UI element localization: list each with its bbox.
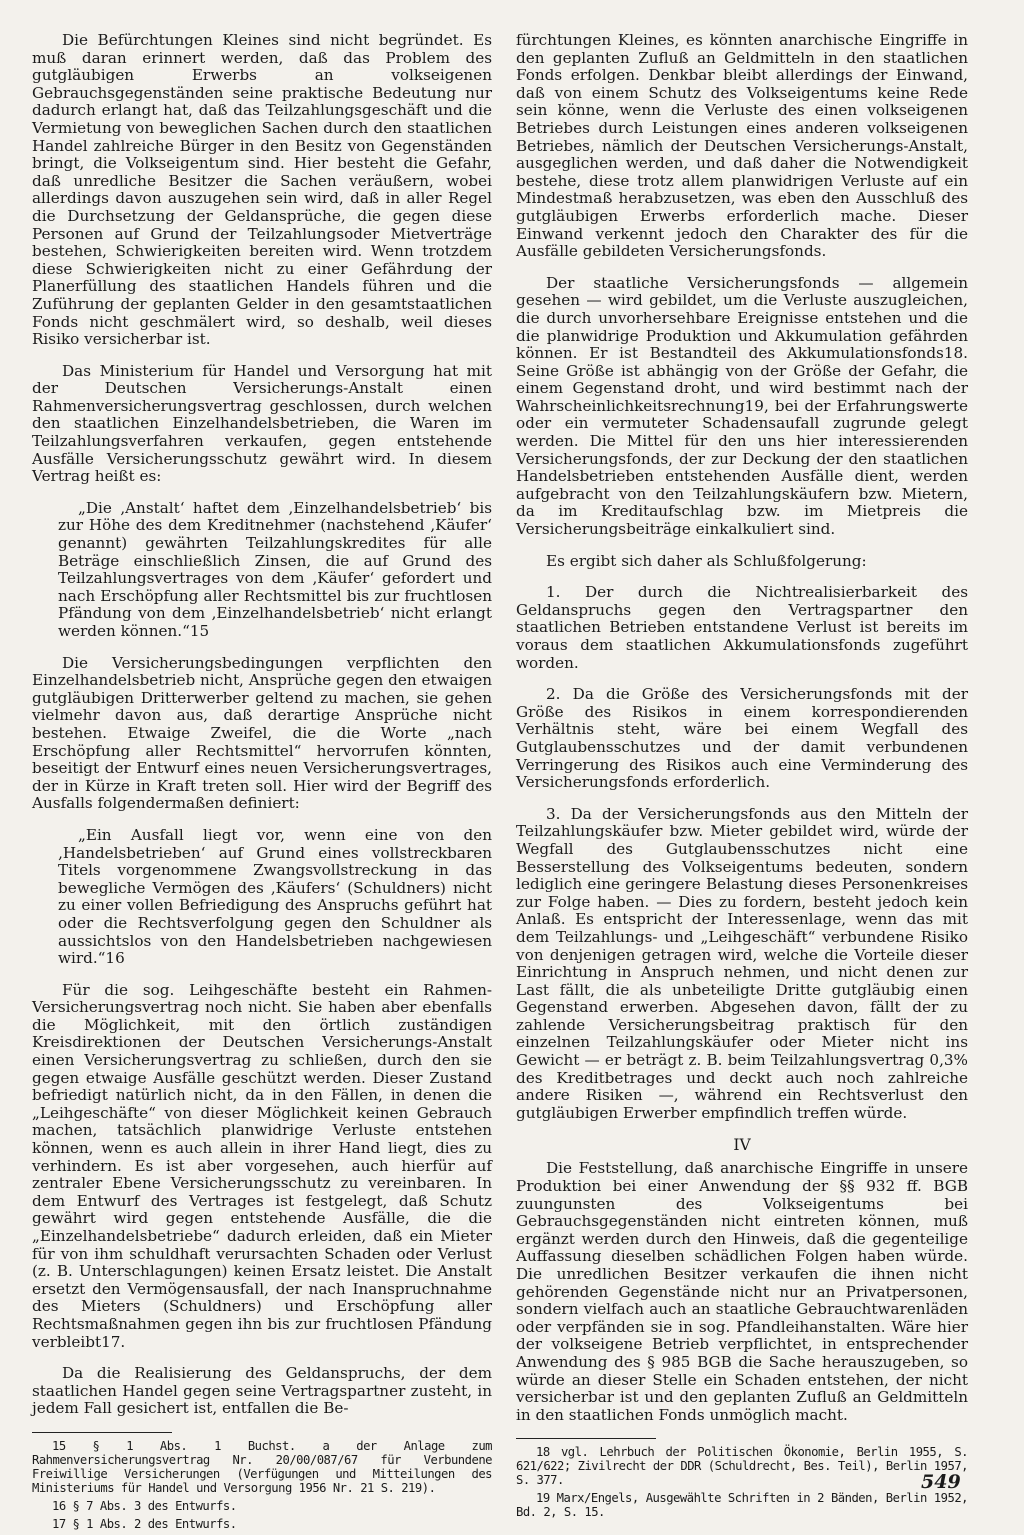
numbered-point: 1. Der durch die Nichtrealisierbarkeit des Geldanspruchs gegen den Vertragspartner den staatlichen Betrieben entstandene Verlust ist bereits im voraus dem staatlichen Akkumulationsfonds zugeführt worden. [516,583,968,672]
footnote: 17 § 1 Abs. 2 des Entwurfs. [52,1516,237,1531]
footnote: 16 § 7 Abs. 3 des Entwurfs. [52,1498,237,1513]
paragraph: Da die Realisierung des Geldanspruchs, der dem staatlichen Handel gegen seine Vertragspartner zusteht, in jedem Fall gesichert ist, entfallen die Be- [32,1364,492,1418]
left-column-body [32,32,492,1418]
footnote: 19 Marx/Engels, Ausgewählte Schriften in 2 Bänden, Berlin 1952, Bd. 2, S. 15. [516,1491,968,1520]
block-quote: „Die ‚Anstalt‘ haftet dem ‚Einzelhandelsbetrieb‘ bis zur Höhe des dem Kreditnehmer (nachstehend ‚Käufer‘ genannt) gewährten Teilzahlungskredites für alle Beträge einschließlich Zinsen, die auf Grund des Teilzahlungsvertrages von dem ‚Käufer‘ gefordert und nach Erschöpfung aller Rechtsmittel bis zur fruchtlosen Pfändung von dem ‚Einzelhandelsbetrieb‘ nicht erlangt werden können.“15 [58,498,492,640]
left-column [32,32,492,1535]
numbered-point: 3. Da der Versicherungsfonds aus den Mitteln der Teilzahlungskäufer bzw. Mieter gebildet wird, würde der Wegfall des Gutglaubensschutzes nicht eine Besserstellung des Volkseigentums bedeuten, sondern lediglich eine geringere Belastung dieses Personenkreises zur Folge haben. — Dies zu fordern, besteht jedoch kein Anlaß. Es entspricht der Interessenlage, wenn das mit dem Teilzahlungs- und „Leihgeschäft“ verbundene Risiko von denjenigen getragen wird, welche die Vorteile dieser Einrichtung in Anspruch nehmen, und nicht denen zur Last fällt, die als unbeteiligte Dritte gutgläubig einen Gegenstand erwerben. Abgesehen davon, fällt der zu zahlende Versicherungsbeitrag praktisch für den einzelnen Teilzahlungskäufer oder Mieter nicht ins Gewicht — er beträgt z. B. beim Teilzahlungsvertrag 0,3% des Kreditbetrages und deckt auch noch zahlreiche andere Risiken —, während ein Rechtsverlust den gutgläubigen Erwerber empfindlich treffen würde. [516,804,968,1122]
right-column [516,32,968,1523]
paragraph-continued: fürchtungen Kleines, es könnten anarchische Eingriffe in den geplanten Zufluß an Geldmitteln in den staatlichen Fonds erfolgen. Denkbar bleibt allerdings der Einwand, daß von einem Schutz des Volkseigentums keine Rede sein könne, wenn die Verluste des einen volkseigenen Betriebes durch Leistungen eines anderen volkseigenen Betriebes, nämlich der Deutschen Versicherungs-Anstalt, ausgeglichen werden, und daß daher die Notwendigkeit bestehe, diese trotz allem planwidrigen Verluste auf ein Mindestmaß herabzusetzen, was eben den Ausschluß des gutgläubigen Erwerbs erforderlich mache. Dieser Einwand verkennt jedoch den Charakter des für die Ausfälle gebildeten Versicherungsfonds. [516,31,968,261]
paragraph: Es ergibt sich daher als Schlußfolgerung: [546,551,867,570]
numbered-point: 2. Da die Größe des Versicherungsfonds mit der Größe des Risikos in einem korrespondierenden Verhältnis steht, wäre bei einem Wegfall des Gutglaubensschutzes und der damit verbundenen Verringerung des Risikos auch eine Verminderung des Versicherungsfonds erforderlich. [516,685,968,792]
right-footnotes [516,1445,968,1519]
left-footnotes [32,1439,492,1531]
page-number: 549 [921,1471,961,1493]
right-column-body [516,32,968,1424]
footnote-divider [516,1438,656,1439]
footnote: 15 § 1 Abs. 1 Buchst. a der Anlage zum Rahmenversicherungsvertrag Nr. 20/00/087/67 für Verbundene Freiwillige Versicherungen (Verfügungen und Mitteilungen des Ministeriums für Handel und Versorgung 1956 Nr. 21 S. 219). [32,1438,492,1495]
footnote-divider [32,1432,172,1433]
paragraph: Für die sog. Leihgeschäfte besteht ein Rahmen-Versicherungsvertrag noch nicht. Sie haben aber ebenfalls die Möglichkeit, mit den örtlich zuständigen Kreisdirektionen der Deutschen Versicherungs-Anstalt einen Versicherungsvertrag zu schließen, durch den sie gegen etwaige Ausfälle geschützt werden. Dieser Zustand befriedigt natürlich nicht, da in den Fällen, in denen die „Leihgeschäfte“ von dieser Möglichkeit keinen Gebrauch machen, tatsächlich planwidrige Verluste entstehen können, wenn es auch allein in ihrer Hand liegt, dies zu verhindern. Es ist aber vorgesehen, auch hierfür auf zentraler Ebene Versicherungsschutz zu vereinbaren. In dem Entwurf des Vertrages ist festgelegt, daß Schutz gewährt wird gegen entstehende Ausfälle, die die „Einzelhandelsbetriebe“ dadurch erleiden, daß ein Mieter für von ihm schuldhaft verursachten Schaden oder Verlust (z. B. Unterschlagungen) keinen Ersatz leistet. Die Anstalt ersetzt den Vermögensausfall, der nach Inanspruchnahme des Mieters (Schuldners) und Erschöpfung aller Rechtsmaßnahmen gegen ihn bis zur fruchtlosen Pfändung verbleibt17. [32,980,492,1351]
paragraph: Der staatliche Versicherungsfonds — allgemein gesehen — wird gebildet, um die Verluste auszugleichen, die durch unvorhersehbare Ereignisse entstehen und die die planwidrige Produktion und Akkumulation gefährden können. Er ist Bestandteil des Akkumulationsfonds18. Seine Größe ist abhängig von der Größe der Gefahr, die einem Gegenstand droht, und wird bestimmt nach der Wahrscheinlichkeitsrechnung19, bei der Erfahrungswerte oder ein vermuteter Schadensaufall zugrunde gelegt werden. Die Mittel für den uns hier interessierenden Versicherungsfonds, der zur Deckung der den staatlichen Handelsbetrieben entstehenden Ausfälle dient, werden aufgebracht von den Teilzahlungskäufern bzw. Mietern, da im Kreditaufschlag bzw. im Mietpreis die Versicherungsbeiträge einkalkuliert sind. [516,273,968,539]
paragraph: Das Ministerium für Handel und Versorgung hat mit der Deutschen Versicherungs-Anstalt einen Rahmenversicherungsvertrag geschlossen, durch welchen den staatlichen Einzelhandelsbetrieben, die Waren im Teilzahlungsverfahren verkaufen, gegen entstehende Ausfälle Versicherungsschutz gewährt wird. In diesem Vertrag heißt es: [32,361,492,486]
footnote: 18 vgl. Lehrbuch der Politischen Ökonomie, Berlin 1955, S. 621/622; Zivilrecht der DDR (Schuldrecht, Bes. Teil), Berlin 1957, S. 377. [516,1445,968,1488]
paragraph: Die Versicherungsbedingungen verpflichten den Einzelhandelsbetrieb nicht, Ansprüche gegen den etwaigen gutgläubigen Dritterwerber geltend zu machen, sie gehen vielmehr davon aus, daß derartige Ansprüche nicht bestehen. Etwaige Zweifel, die die Worte „nach Erschöpfung aller Rechtsmittel“ hervorrufen könnten, beseitigt der Entwurf eines neuen Versicherungsvertrages, der in Kürze in Kraft treten soll. Hier wird der Begriff des Ausfalls folgendermaßen definiert: [32,653,492,813]
section-heading: IV [733,1136,751,1155]
paragraph: Die Befürchtungen Kleines sind nicht begründet. Es muß daran erinnert werden, daß das Problem des gutgläubigen Erwerbs an volkseigenen Gebrauchsgegenständen seine praktische Bedeutung nur dadurch erlangt hat, daß das Teilzahlungsgeschäft und die Vermietung von beweglichen Sachen durch den staatlichen Handel zahlreiche Bürger in den Besitz von Gegenständen bringt, die Volkseigentum sind. Hier besteht die Gefahr, daß unredliche Besitzer die Sachen veräußern, wobei allerdings davon auszugehen sein wird, daß in aller Regel die Durchsetzung der Geldansprüche, die gegen diese Personen auf Grund der Teilzahlungsoder Mietverträge bestehen, Schwierigkeiten bereiten wird. Wenn trotzdem diese Schwierigkeiten nicht zu einer Gefährdung der Planerfüllung des staatlichen Handels führen und die Zuführung der geplanten Gelder in den gesamtstaatlichen Fonds nicht geschmälert wird, so deshalb, weil dieses Risiko versicherbar ist. [32,31,492,349]
block-quote: „Ein Ausfall liegt vor, wenn eine von den ‚Handelsbetrieben‘ auf Grund eines vollstreckbaren Titels vorgenommene Zwangsvollstreckung in das bewegliche Vermögen des ‚Käufers‘ (Schuldners) nicht zu einer vollen Befriedigung des Anspruchs geführt hat oder die Rechtsverfolgung gegen den Schuldner als aussichtslos von den Handelsbetrieben nachgewiesen wird.“16 [58,825,492,968]
paragraph: Die Feststellung, daß anarchische Eingriffe in unsere Produktion bei einer Anwendung der §§ 932 ff. BGB zuungunsten des Volkseigentums bei Gebrauchsgegenständen nicht eintreten können, muß ergänzt werden durch den Hinweis, daß die gegenteilige Auffassung dieselben schädlichen Folgen haben würde. Die unredlichen Besitzer verkaufen die ihnen nicht gehörenden Gegenstände nicht nur an Privatpersonen, sondern vielfach auch an staatliche Gebrauchtwarenläden oder verpfänden sie in sog. Pfandleihanstalten. Wäre hier der volkseigene Betrieb verpflichtet, in entsprechender Anwendung des § 985 BGB die Sache herauszugeben, so würde an dieser Stelle ein Schaden entstehen, der nicht versicherbar ist und den geplanten Zufluß an Geldmitteln in den staatlichen Fonds unmöglich macht. [516,1159,968,1424]
